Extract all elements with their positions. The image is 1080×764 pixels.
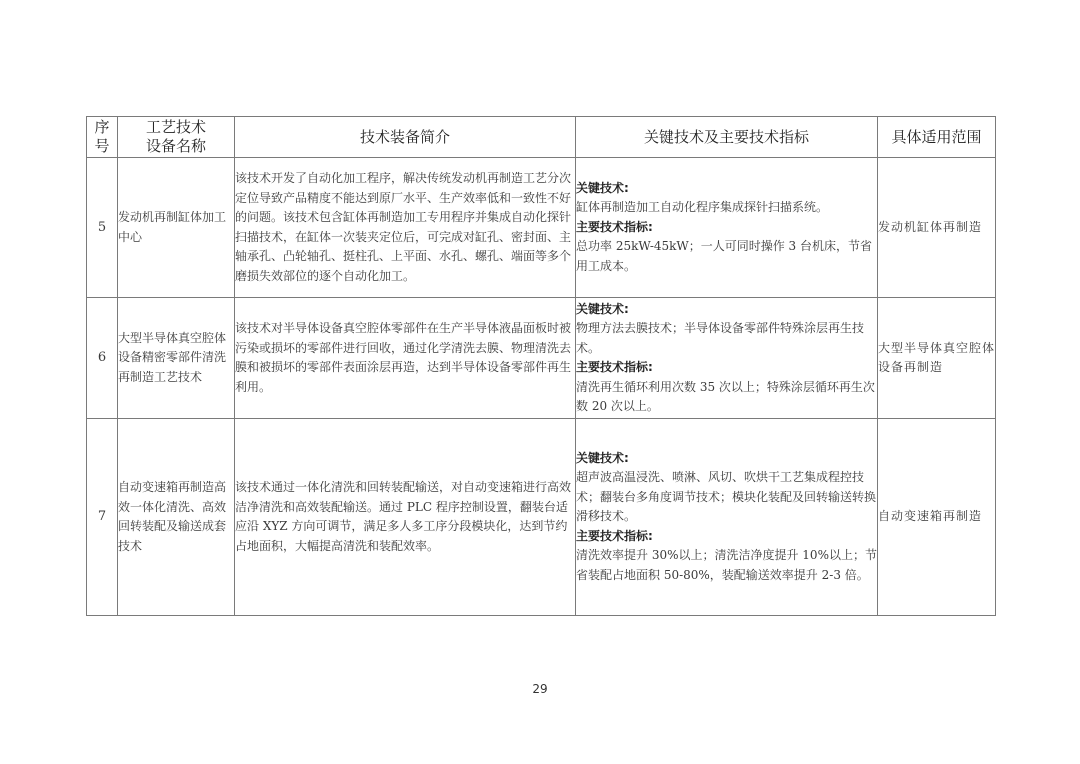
metric-label: 主要技术指标: xyxy=(576,528,653,543)
header-scope: 具体适用范围 xyxy=(878,117,996,158)
metric-label: 主要技术指标: xyxy=(576,360,653,374)
table-row xyxy=(87,158,996,298)
metric-text: 清洗效率提升 30%以上；清洗洁净度提升 10%以上；节省装配占地面积 50-80%，装配输送效率提升 2-3 倍。 xyxy=(576,548,877,582)
metric-label: 主要技术指标: xyxy=(576,219,653,234)
page-number: 29 xyxy=(532,682,548,696)
row-name: 自动变速箱再制造高效一体化清洗、高效回转装配及输送成套技术 xyxy=(118,419,235,616)
key-label: 关键技术: xyxy=(576,450,629,465)
key-label: 关键技术: xyxy=(576,180,629,195)
row-desc: 该技术通过一体化清洗和回转装配输送，对自动变速箱进行高效洁净清洗和高效装配输送。通过 PLC 程序控制设置，翻装台适应沿 XYZ 方向可调节，满足多人多工序分段模块化，达到节约占地面积，大幅提高清洗和装配效率。 xyxy=(235,419,576,616)
row-name: 发动机再制缸体加工中心 xyxy=(118,158,235,298)
row-number: 6 xyxy=(87,298,118,419)
row-scope: 大型半导体真空腔体设备再制造 xyxy=(878,298,996,419)
key-text: 超声波高温浸洗、喷淋、风切、吹烘干工艺集成程控技术；翻装台多角度调节技术；模块化装配及回转输送转换滑移技术。 xyxy=(576,470,877,524)
header-name: 工艺技术 设备名称 xyxy=(118,117,235,158)
row-scope: 发动机缸体再制造 xyxy=(878,158,996,298)
row-name: 大型半导体真空腔体设备精密零部件清洗再制造工艺技术 xyxy=(118,298,235,419)
metric-text: 清洗再生循环利用次数 35 次以上；特殊涂层循环再生次数 20 次以上。 xyxy=(576,379,875,413)
row-key xyxy=(576,158,878,298)
header-key: 关键技术及主要技术指标 xyxy=(576,117,878,158)
row-desc: 该技术开发了自动化加工程序，解决传统发动机再制造工艺分次定位导致产品精度不能达到原厂水平、生产效率低和一致性不好的问题。该技术包含缸体再制造加工专用程序并集成自动化探针扫描技术，在缸体一次装夹定位后，可完成对缸孔、密封面、主轴承孔、凸轮轴孔、挺柱孔、上平面、水孔、螺孔、端面等多个磨损失效部位的逐个自动化加工。 xyxy=(235,158,576,298)
row-key xyxy=(576,298,878,419)
row-desc: 该技术对半导体设备真空腔体零部件在生产半导体液晶面板时被污染或损坏的零部件进行回收，通过化学清洗去膜、物理清洗去膜和被损坏的零部件表面涂层再造，达到半导体设备零部件再生利用。 xyxy=(235,298,576,419)
row-key xyxy=(576,419,878,616)
technology-table xyxy=(86,116,996,616)
key-label: 关键技术: xyxy=(576,301,629,316)
row-number: 5 xyxy=(87,158,118,298)
table-row xyxy=(87,419,996,616)
table-header-row xyxy=(87,117,996,158)
row-scope: 自动变速箱再制造 xyxy=(878,419,996,616)
key-text: 缸体再制造加工自动化程序集成探针扫描系统。 xyxy=(576,200,829,215)
row-number: 7 xyxy=(87,419,118,616)
key-text: 物理方法去膜技术；半导体设备零部件特殊涂层再生技术。 xyxy=(576,321,865,355)
header-desc: 技术装备简介 xyxy=(235,117,576,158)
table-row xyxy=(87,298,996,419)
header-no: 序 号 xyxy=(87,117,118,158)
metric-text: 总功率 25kW-45kW；一人可同时操作 3 台机床，节省用工成本。 xyxy=(576,239,873,273)
